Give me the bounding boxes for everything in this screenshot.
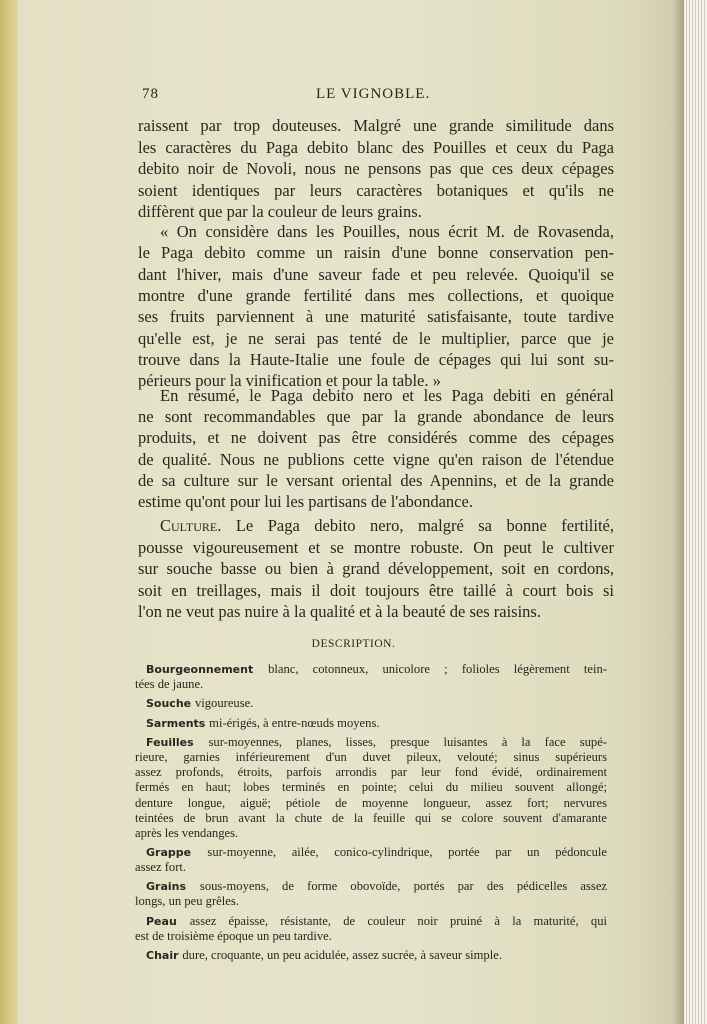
description-heading: DESCRIPTION.	[311, 638, 396, 650]
page-number: 78	[142, 86, 159, 102]
paragraph-3-line: estime qu'ont pour lui les partisans de l'abondance.	[138, 492, 473, 511]
culture-label: Culture.	[160, 516, 236, 535]
description-item-line: après les vendanges.	[135, 826, 239, 840]
description-term: Souche	[146, 697, 195, 711]
culture-paragraph-line: l'on ne veut pas nuire à la qualité et à la beauté de ses raisins.	[138, 602, 541, 621]
description-item-line: denture longue, aiguë; pétiole de moyenne longueur, assez fort; nervures	[135, 795, 607, 810]
description-term: Grains	[146, 880, 200, 894]
description-item-line: Grains sous-moyens, de forme obovoïde, portés par des pédicelles assez	[146, 879, 607, 894]
book-page-edges	[684, 0, 707, 1024]
description-item-line: assez fort.	[135, 859, 187, 874]
paragraph-1-line: les caractères du Paga debito blanc des Pouilles et ceux du Paga	[138, 137, 614, 157]
paragraph-2-line: montre d'une grande fertilité dans mes collections, et quoique	[138, 285, 614, 305]
culture-paragraph-line: soit en treillages, mais il doit toujours être taillé à court bois si	[138, 580, 614, 600]
description-term: Sarments	[146, 716, 210, 730]
description-item-line: Peau assez épaisse, résistante, de couleur noir pruiné à la maturité, qui	[146, 913, 607, 928]
paragraph-2-line: périeurs pour la vinification et pour la table. »	[138, 371, 441, 391]
paragraph-3-line: de sa culture sur le versant oriental des Apennins, et de la grande	[138, 470, 614, 490]
description-term: Peau	[146, 914, 190, 928]
description-item-line: Chair dure, croquante, un peu acidulée, assez sucrée, à saveur simple.	[146, 947, 502, 962]
description-term: Feuilles	[146, 735, 209, 749]
description-item-line: Bourgeonnement blanc, cotonneux, unicolore ; folioles légèrement tein-	[146, 662, 607, 676]
description-item-line: Sarments mi-érigés, à entre-nœuds moyens.	[146, 715, 380, 730]
paragraph-3-line: En résumé, le Paga debito nero et les Paga debiti en général	[160, 386, 614, 405]
paragraph-1-line: soient identiques par leurs caractères botaniques et qu'ils ne	[138, 180, 614, 200]
description-item-line: fermés en haut; lobes terminés en pointe; celui du milieu souvent allongé;	[135, 780, 607, 795]
paragraph-2-line: trouve dans la Haute-Italie une foule de cépages qui lui sont su-	[138, 349, 614, 369]
description-item-line: Grappe sur-moyenne, ailée, conico-cylindrique, portée par un pédoncule	[146, 844, 608, 859]
paragraph-3-line: ne sont recommandables que par la grande abondance de leurs	[138, 407, 614, 427]
culture-paragraph-line: Culture. Le Paga debito nero, malgré sa bonne fertilité,	[160, 516, 614, 535]
paragraph-1-line: raissent par trop douteuses. Malgré une grande similitude dans	[138, 116, 614, 135]
paragraph-2-line: qu'elle est, je ne serai pas tenté de le multiplier, parce que je	[138, 328, 614, 348]
description-item-line: Feuilles sur-moyennes, planes, lisses, presque luisantes à la face supé-	[146, 734, 607, 749]
description-item-line: longs, un peu grêles.	[135, 894, 239, 909]
running-title: LE VIGNOBLE.	[316, 86, 431, 102]
culture-paragraph-line: pousse vigoureusement et se montre robuste. On peut le cultiver	[138, 537, 614, 557]
paragraph-2-line: « On considère dans les Pouilles, nous écrit M. de Rovasenda,	[160, 222, 614, 241]
description-item-line: tées de jaune.	[135, 677, 204, 692]
description-term: Chair	[146, 948, 183, 962]
paragraph-2-line: le Paga debito comme un raisin d'une bonne conservation pen-	[138, 243, 614, 263]
description-item-line: Souche vigoureuse.	[146, 696, 254, 711]
culture-paragraph-line: sur souche basse ou bien à grand développement, soit en cordons,	[138, 559, 614, 578]
description-item-line: teintées de brun avant la chute de la feuille qui se colore souvent d'amarante	[135, 810, 607, 825]
paragraph-1-line: debito noir de Novoli, nous ne pensons pas que ces deux cépages	[138, 159, 614, 178]
paragraph-2-line: ses fruits parviennent à une maturité satisfaisante, toute tardive	[138, 307, 614, 327]
description-item-line: rieure, garnies inférieurement d'un duvet pileux, velouté; sinus supérieurs	[135, 750, 607, 764]
description-term: Grappe	[146, 845, 208, 859]
description-item-line: assez profonds, étroits, parfois arrondis par leur fond évidé, ordinairement	[135, 765, 607, 780]
paragraph-2-line: dant l'hiver, mais d'une saveur fade et peu relevée. Quoiqu'il se	[138, 264, 614, 284]
paragraph-3-line: de qualité. Nous ne publions cette vigne qu'en raison de l'étendue	[138, 449, 614, 469]
description-item-line: est de troisième époque un peu tardive.	[135, 928, 332, 943]
paragraph-1-line: diffèrent que par la couleur de leurs grains.	[138, 202, 422, 221]
paragraph-3-line: produits, et ne doivent pas être considérés comme des cépages	[138, 428, 614, 448]
description-term: Bourgeonnement	[146, 663, 269, 676]
